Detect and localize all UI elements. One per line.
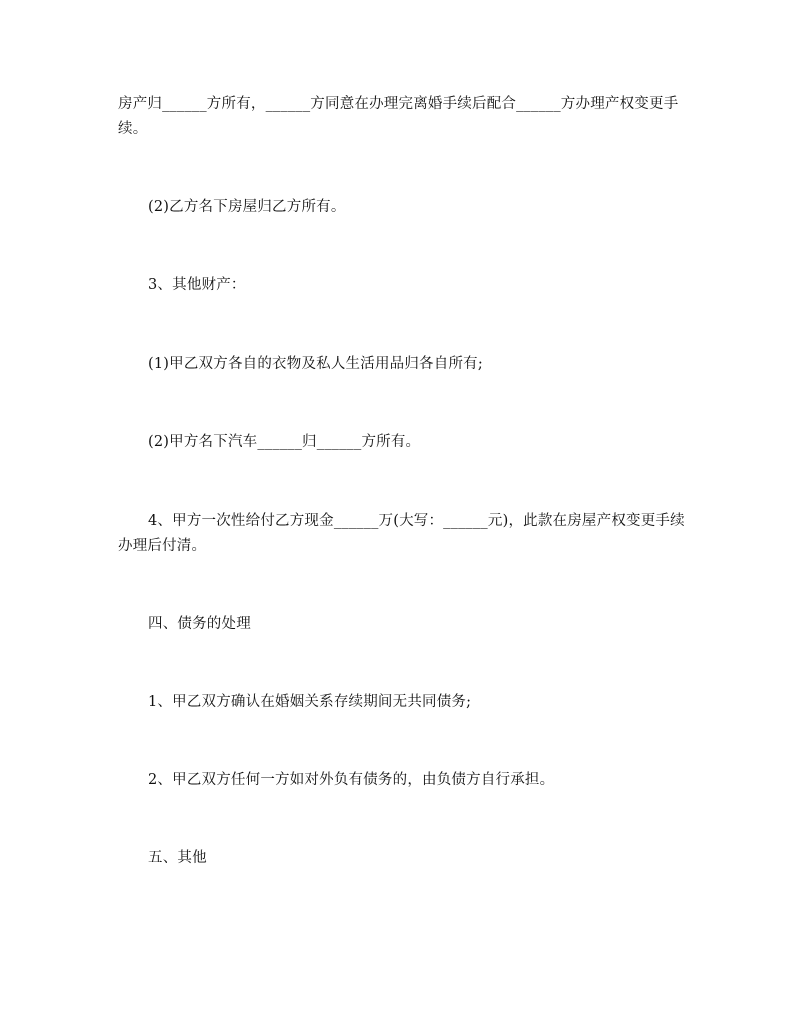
- section-heading-other: 五、其他: [148, 850, 207, 866]
- paragraph-property-transfer: 房产归______方所有，______方同意在办理完离婚手续后配合______方办理产权变更手续。: [118, 96, 679, 137]
- section-heading-debts: 四、债务的处理: [148, 616, 251, 632]
- paragraph-other-property-heading: 3、其他财产：: [148, 277, 246, 293]
- paragraph-individual-debt: 2、甲乙双方任何一方如对外负有债务的，由负债方自行承担。: [148, 772, 555, 788]
- paragraph-car: (2)甲方名下汽车______归______方所有。: [148, 434, 421, 450]
- paragraph-personal-items: (1)甲乙双方各自的衣物及私人生活用品归各自所有;: [148, 356, 483, 372]
- paragraph-house-party-b: (2)乙方名下房屋归乙方所有。: [148, 199, 346, 215]
- paragraph-cash-payment: 4、甲方一次性给付乙方现金______万(大写：______元)，此款在房屋产权变更手续办理后付清。: [118, 513, 685, 554]
- paragraph-no-common-debt: 1、甲乙双方确认在婚姻关系存续期间无共同债务;: [148, 694, 472, 710]
